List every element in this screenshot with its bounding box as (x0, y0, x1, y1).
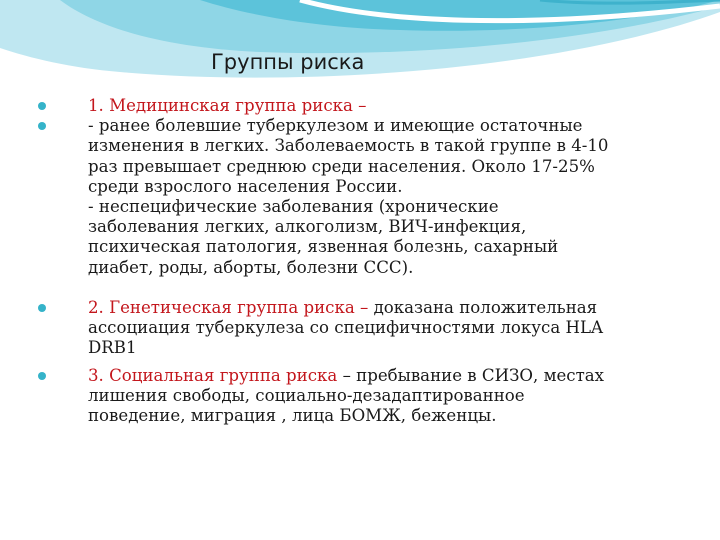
risk-group-text: - ранее болевшие туберкулезом и имеющие остаточные (88, 116, 583, 136)
bullet-icon (38, 372, 46, 380)
slide-title: Группы риска (211, 50, 365, 74)
risk-group-text: раз превышает среднюю среди населения. Около 17-25% (88, 156, 595, 176)
risk-group-text: поведение, миграция , лица БОМЖ, беженцы. (88, 406, 497, 426)
bullet-icon (38, 304, 46, 312)
risk-group-text: заболевания легких, алкоголизм, ВИЧ-инфекция, (88, 217, 527, 237)
risk-group-text: среди взрослого населения России. (88, 176, 403, 196)
risk-group-heading: 2. Генетическая группа риска – (88, 298, 369, 317)
list-item-line (88, 318, 690, 338)
risk-group-heading: 3. Социальная группа риска (88, 366, 338, 385)
risk-group-heading: 1. Медицинская группа риска – (88, 96, 367, 115)
list-item-line (88, 177, 690, 197)
list-item-line (88, 237, 690, 257)
list-item-line (88, 406, 690, 426)
list-item-line (88, 386, 690, 406)
list-item-line (88, 366, 690, 386)
risk-group-text: доказана положительная (368, 298, 598, 317)
risk-group-text: - неспецифические заболевания (хронические (88, 196, 499, 216)
risk-group-text: диабет, роды, аборты, болезни ССС). (88, 257, 414, 277)
risk-group-text: лишения свободы, социально-дезадаптированное (88, 386, 525, 406)
list-item-line (88, 197, 690, 217)
risk-group-text: изменения в легких. Заболеваемость в такой группе в 4-10 (88, 136, 609, 156)
list-item-line (88, 116, 690, 136)
risk-group-text: – пребывание в СИЗО, местах (337, 366, 605, 385)
list-item-line (88, 298, 690, 318)
risk-group-text: ассоциация туберкулеза со специфичностями локуса HLA (88, 318, 603, 338)
bullet-icon (38, 122, 46, 130)
list-item-line (88, 338, 690, 358)
list-item-line (88, 136, 690, 156)
risk-group-text: психическая патология, язвенная болезнь, сахарный (88, 237, 559, 257)
list-item-line (88, 157, 690, 177)
list-item-line (88, 217, 690, 237)
list-item-line (88, 258, 690, 278)
bullet-icon (38, 102, 46, 110)
list-item-line (88, 96, 690, 116)
risk-group-text: DRB1 (88, 338, 137, 358)
